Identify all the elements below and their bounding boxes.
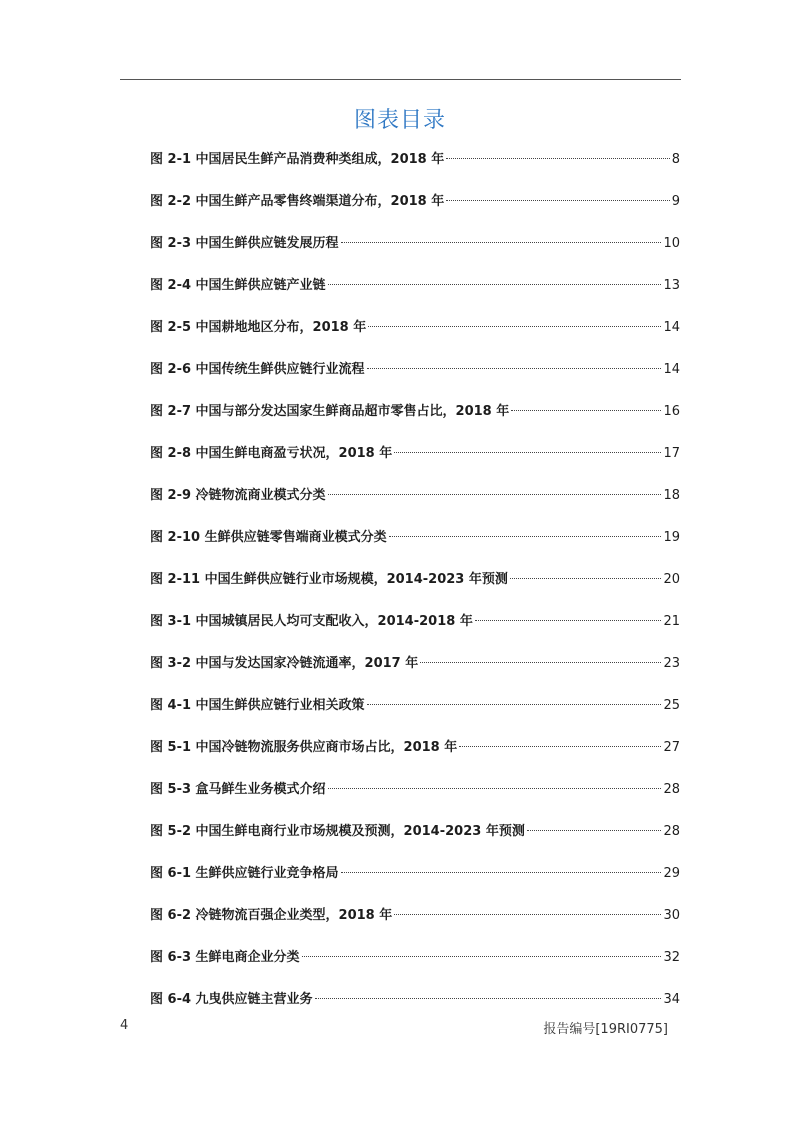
- toc-entry-title: 图 5-2 中国生鲜电商行业市场规模及预测，2014-2023 年预测: [150, 824, 525, 839]
- toc-dot-leader: [367, 704, 662, 705]
- toc-entry-page: 14: [663, 320, 680, 335]
- toc-entry-page: 18: [663, 488, 680, 503]
- toc-dot-leader: [328, 788, 662, 789]
- toc-entry[interactable]: [150, 610, 680, 652]
- toc-entry-title: 图 2-7 中国与部分发达国家生鲜商品超市零售占比，2018 年: [150, 404, 510, 419]
- toc-dot-leader: [394, 452, 661, 453]
- toc-entry-page: 34: [663, 992, 680, 1007]
- toc-entry-page: 8: [671, 152, 680, 167]
- toc-entry-page: 23: [663, 656, 680, 671]
- toc-entry-page: 25: [663, 698, 680, 713]
- toc-entry-title: 图 4-1 中国生鲜供应链行业相关政策: [150, 698, 365, 713]
- toc-entry[interactable]: [150, 526, 680, 568]
- toc-entry-title: 图 2-6 中国传统生鲜供应链行业流程: [150, 362, 365, 377]
- toc-dot-leader: [394, 914, 661, 915]
- toc-dot-leader: [328, 284, 662, 285]
- toc-entry-title: 图 2-10 生鲜供应链零售端商业模式分类: [150, 530, 387, 545]
- toc-dot-leader: [446, 200, 669, 201]
- toc-entry-page: 29: [663, 866, 680, 881]
- toc-entry[interactable]: [150, 946, 680, 988]
- toc-dot-leader: [302, 956, 662, 957]
- toc-entry-page: 10: [663, 236, 680, 251]
- toc-entry[interactable]: [150, 484, 680, 526]
- toc-entry[interactable]: [150, 568, 680, 610]
- toc-dot-leader: [420, 662, 661, 663]
- toc-entry-title: 图 2-1 中国居民生鲜产品消费种类组成，2018 年: [150, 152, 445, 167]
- toc-dot-leader: [459, 746, 661, 747]
- toc-dot-leader: [315, 998, 662, 999]
- toc-entry[interactable]: [150, 232, 680, 274]
- toc-entry-page: 28: [663, 782, 680, 797]
- toc-entry-title: 图 3-1 中国城镇居民人均可支配收入，2014-2018 年: [150, 614, 473, 629]
- toc-entry[interactable]: [150, 652, 680, 694]
- toc-dot-leader: [527, 830, 662, 831]
- toc-entry-page: 20: [663, 572, 680, 587]
- toc-entry[interactable]: [150, 862, 680, 904]
- toc-dot-leader: [367, 368, 662, 369]
- toc-dot-leader: [510, 578, 662, 579]
- toc-entry-title: 图 2-8 中国生鲜电商盈亏状况，2018 年: [150, 446, 393, 461]
- toc-dot-leader: [446, 158, 669, 159]
- toc-entry[interactable]: [150, 442, 680, 484]
- header-rule: [120, 79, 681, 80]
- toc-entry-title: 图 5-1 中国冷链物流服务供应商市场占比，2018 年: [150, 740, 458, 755]
- page-title: 图表目录: [353, 108, 446, 133]
- toc-entry-title: 图 6-3 生鲜电商企业分类: [150, 950, 300, 965]
- toc-entry[interactable]: [150, 190, 680, 232]
- toc-dot-leader: [368, 326, 661, 327]
- toc-entry[interactable]: [150, 778, 680, 820]
- footer-report-id: 报告编号[19RI0775]: [543, 1022, 668, 1037]
- toc-dot-leader: [328, 494, 662, 495]
- toc-entry[interactable]: [150, 358, 680, 400]
- toc-dot-leader: [341, 872, 662, 873]
- toc-entry-title: 图 6-1 生鲜供应链行业竞争格局: [150, 866, 339, 881]
- toc-list: [150, 148, 680, 1030]
- toc-entry[interactable]: [150, 316, 680, 358]
- toc-entry-page: 13: [663, 278, 680, 293]
- toc-entry-title: 图 5-3 盒马鲜生业务模式介绍: [150, 782, 326, 797]
- toc-entry-title: 图 6-2 冷链物流百强企业类型，2018 年: [150, 908, 393, 923]
- toc-entry-title: 图 3-2 中国与发达国家冷链流通率，2017 年: [150, 656, 419, 671]
- toc-entry-title: 图 2-9 冷链物流商业模式分类: [150, 488, 326, 503]
- toc-dot-leader: [511, 410, 661, 411]
- toc-dot-leader: [341, 242, 662, 243]
- toc-entry-page: 21: [663, 614, 680, 629]
- toc-entry-page: 17: [663, 446, 680, 461]
- toc-entry-title: 图 2-2 中国生鲜产品零售终端渠道分布，2018 年: [150, 194, 445, 209]
- toc-entry-page: 30: [663, 908, 680, 923]
- toc-entry[interactable]: [150, 694, 680, 736]
- toc-entry[interactable]: [150, 148, 680, 190]
- toc-entry[interactable]: [150, 274, 680, 316]
- footer-page-number: 4: [120, 1018, 129, 1033]
- toc-entry-page: 28: [663, 824, 680, 839]
- toc-entry[interactable]: [150, 736, 680, 778]
- toc-entry[interactable]: [150, 820, 680, 862]
- toc-entry-page: 16: [663, 404, 680, 419]
- toc-entry-page: 32: [663, 950, 680, 965]
- toc-dot-leader: [389, 536, 662, 537]
- toc-entry-title: 图 2-5 中国耕地地区分布，2018 年: [150, 320, 367, 335]
- toc-entry-page: 27: [663, 740, 680, 755]
- toc-dot-leader: [475, 620, 662, 621]
- toc-entry-title: 图 2-11 中国生鲜供应链行业市场规模，2014-2023 年预测: [150, 572, 508, 587]
- toc-entry-title: 图 2-4 中国生鲜供应链产业链: [150, 278, 326, 293]
- toc-entry-title: 图 2-3 中国生鲜供应链发展历程: [150, 236, 339, 251]
- toc-entry-page: 14: [663, 362, 680, 377]
- toc-entry-page: 9: [671, 194, 680, 209]
- toc-entry[interactable]: [150, 904, 680, 946]
- toc-entry-page: 19: [663, 530, 680, 545]
- toc-entry[interactable]: [150, 400, 680, 442]
- toc-entry-title: 图 6-4 九曳供应链主营业务: [150, 992, 313, 1007]
